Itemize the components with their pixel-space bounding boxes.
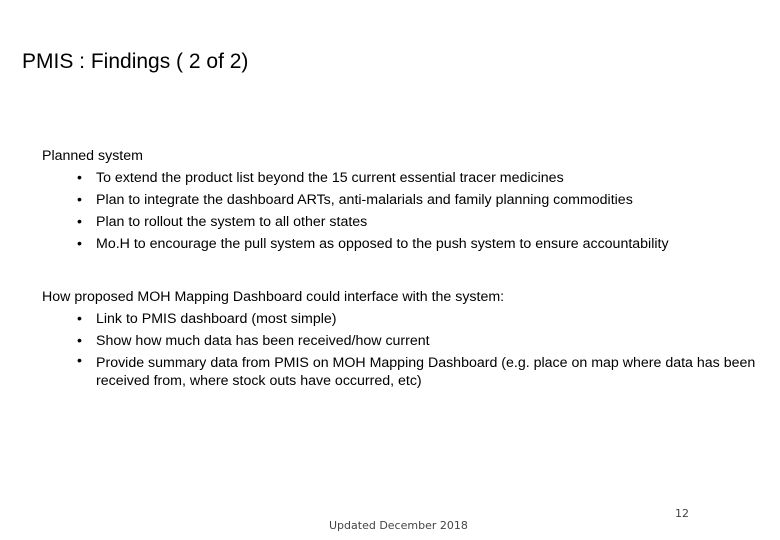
bullet-icon: • (77, 170, 82, 186)
list-item-text: Plan to rollout the system to all other states (96, 214, 368, 230)
bullet-icon: • (77, 333, 82, 349)
list-item (42, 211, 758, 233)
list-item-text: Link to PMIS dashboard (most simple) (96, 311, 337, 327)
list-item-text: Mo.H to encourage the pull system as opposed to the push system to ensure accountability (96, 236, 669, 252)
list-item (42, 308, 758, 330)
section-heading: How proposed MOH Mapping Dashboard could interface with the system: (42, 289, 505, 305)
footer-text: Updated December 2018 (329, 519, 468, 532)
list-item (42, 167, 758, 189)
list-item-text: Provide summary data from PMIS on MOH Mapping Dashboard (e.g. place on map where data has been received from, where stock outs have occurred, etc) (96, 355, 756, 389)
bullet-list (42, 167, 758, 255)
bullet-icon: • (77, 311, 82, 327)
list-item (42, 352, 758, 390)
section-heading: Planned system (42, 148, 143, 164)
dashboard-interface-section (42, 286, 758, 390)
list-item-text: To extend the product list beyond the 15 current essential tracer medicines (96, 170, 564, 186)
bullet-icon: • (77, 353, 82, 369)
list-item-text: Show how much data has been received/how current (96, 333, 430, 349)
list-item (42, 189, 758, 211)
page-number: 12 (675, 507, 689, 520)
list-item (42, 233, 758, 255)
slide-title: PMIS : Findings ( 2 of 2) (22, 50, 249, 73)
bullet-list (42, 308, 758, 390)
bullet-icon: • (77, 214, 82, 230)
planned-system-section (42, 145, 758, 255)
bullet-icon: • (77, 192, 82, 208)
list-item (42, 330, 758, 352)
bullet-icon: • (77, 236, 82, 252)
list-item-text: Plan to integrate the dashboard ARTs, anti-malarials and family planning commodities (96, 192, 633, 208)
